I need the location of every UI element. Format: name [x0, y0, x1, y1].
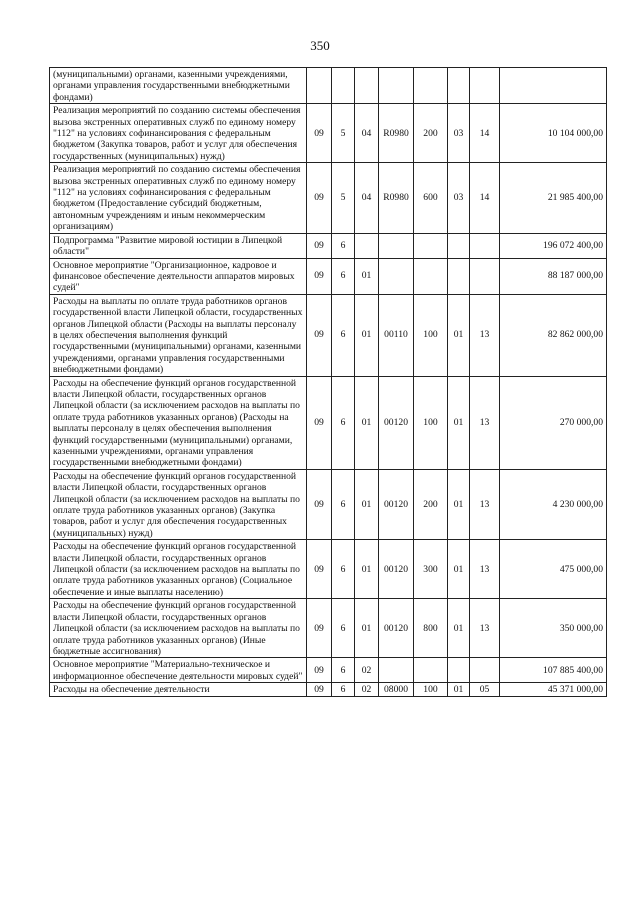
row-description: Расходы на обеспечение функций органов государственной власти Липецкой области, государственных органов Липецкой области (за исключением расходов на выплаты по оплате труда работников указанных органов) (Расходы на выплаты персоналу в целях обеспечения выполнения функций государственными (муниципальными) органами, казенными учреждениями, органами управления государственными внебюджетными фондами) — [50, 376, 307, 469]
code-program: 09 — [307, 683, 332, 696]
code-subsection — [470, 68, 500, 104]
row-description: Основное мероприятие "Организационное, кадровое и финансовое обеспечение деятельности аппаратов мировых судей" — [50, 258, 307, 294]
code-activity: 02 — [355, 658, 379, 683]
code-program: 09 — [307, 104, 332, 163]
code-section: 01 — [448, 599, 470, 658]
code-program — [307, 68, 332, 104]
code-expense-type: 200 — [414, 104, 448, 163]
budget-table — [49, 67, 607, 697]
row-amount: 45 371 000,00 — [500, 683, 607, 696]
table-row — [50, 104, 607, 163]
code-program: 09 — [307, 294, 332, 376]
code-activity: 02 — [355, 683, 379, 696]
page-number: 350 — [310, 38, 330, 53]
table-row — [50, 68, 607, 104]
code-activity: 01 — [355, 294, 379, 376]
code-expense-type: 800 — [414, 599, 448, 658]
code-program: 09 — [307, 258, 332, 294]
code-direction — [379, 68, 414, 104]
code-activity — [355, 233, 379, 258]
table-row — [50, 683, 607, 696]
row-description: Реализация мероприятий по созданию системы обеспечения вызова экстренных оперативных служб по единому номеру "112" на условиях софинансирования с федеральным бюджетом (Закупка товаров, работ и услуг для обеспечения государственных (муниципальных) нужд) — [50, 104, 307, 163]
budget-table-body — [50, 68, 607, 697]
code-subprogram: 6 — [332, 469, 355, 539]
row-amount: 350 000,00 — [500, 599, 607, 658]
code-section — [448, 658, 470, 683]
code-activity: 01 — [355, 469, 379, 539]
code-section — [448, 258, 470, 294]
code-direction — [379, 233, 414, 258]
code-subprogram: 6 — [332, 233, 355, 258]
code-section: 01 — [448, 469, 470, 539]
code-expense-type — [414, 68, 448, 104]
code-expense-type: 200 — [414, 469, 448, 539]
row-amount — [500, 68, 607, 104]
code-expense-type: 300 — [414, 540, 448, 599]
code-section: 03 — [448, 104, 470, 163]
code-subprogram: 6 — [332, 258, 355, 294]
row-description: Расходы на обеспечение функций органов государственной власти Липецкой области, государственных органов Липецкой области (за исключением расходов на выплаты по оплате труда работников указанных органов) (Иные бюджетные ассигнования) — [50, 599, 307, 658]
code-direction: 00120 — [379, 376, 414, 469]
code-activity: 01 — [355, 376, 379, 469]
code-expense-type: 100 — [414, 683, 448, 696]
table-row — [50, 469, 607, 539]
code-subsection: 13 — [470, 376, 500, 469]
code-direction: 00120 — [379, 599, 414, 658]
code-subsection: 13 — [470, 599, 500, 658]
code-direction — [379, 658, 414, 683]
table-row — [50, 376, 607, 469]
row-amount: 21 985 400,00 — [500, 163, 607, 233]
code-subsection: 14 — [470, 163, 500, 233]
code-subsection: 13 — [470, 294, 500, 376]
code-subprogram: 6 — [332, 540, 355, 599]
code-subsection — [470, 658, 500, 683]
code-direction: R0980 — [379, 104, 414, 163]
code-expense-type — [414, 233, 448, 258]
row-description: Расходы на обеспечение функций органов государственной власти Липецкой области, государственных органов Липецкой области (за исключением расходов на выплаты по оплате труда работников указанных органов) (Закупка товаров, работ и услуг для обеспечения государственных (муниципальных) нужд) — [50, 469, 307, 539]
code-expense-type: 100 — [414, 376, 448, 469]
table-row — [50, 233, 607, 258]
table-row — [50, 258, 607, 294]
row-description: Расходы на обеспечение функций органов государственной власти Липецкой области, государственных органов Липецкой области (за исключением расходов на выплаты по оплате труда работников указанных органов) (Социальное обеспечение и иные выплаты населению) — [50, 540, 307, 599]
code-activity: 04 — [355, 163, 379, 233]
row-amount: 107 885 400,00 — [500, 658, 607, 683]
code-subprogram: 5 — [332, 163, 355, 233]
code-section: 01 — [448, 376, 470, 469]
code-expense-type — [414, 258, 448, 294]
code-section: 01 — [448, 540, 470, 599]
code-subsection — [470, 233, 500, 258]
code-subprogram: 6 — [332, 683, 355, 696]
row-description: Расходы на выплаты по оплате труда работников органов государственной власти Липецкой области, государственных органов Липецкой области (Расходы на выплаты персоналу в целях обеспечения выполнения функций государственными (муниципальными) органами, казенными учреждениями, органами управления государственными внебюджетными фондами) — [50, 294, 307, 376]
code-direction: 08000 — [379, 683, 414, 696]
code-direction: 00110 — [379, 294, 414, 376]
code-program: 09 — [307, 469, 332, 539]
row-amount: 475 000,00 — [500, 540, 607, 599]
code-activity: 01 — [355, 599, 379, 658]
code-subsection: 13 — [470, 540, 500, 599]
row-description: Реализация мероприятий по созданию системы обеспечения вызова экстренных оперативных служб по единому номеру "112" на условиях софинансирования с федеральным бюджетом (Предоставление субсидий бюджетным, автономным учреждениям и иным некоммерческим организациям) — [50, 163, 307, 233]
code-expense-type — [414, 658, 448, 683]
code-subprogram: 6 — [332, 599, 355, 658]
code-subprogram: 6 — [332, 294, 355, 376]
code-direction: 00120 — [379, 540, 414, 599]
code-subsection: 05 — [470, 683, 500, 696]
code-program: 09 — [307, 599, 332, 658]
row-description: Подпрограмма "Развитие мировой юстиции в Липецкой области" — [50, 233, 307, 258]
code-direction: 00120 — [379, 469, 414, 539]
code-direction — [379, 258, 414, 294]
code-section: 01 — [448, 294, 470, 376]
code-program: 09 — [307, 233, 332, 258]
code-subprogram: 5 — [332, 104, 355, 163]
code-subsection — [470, 258, 500, 294]
code-section: 03 — [448, 163, 470, 233]
row-amount: 270 000,00 — [500, 376, 607, 469]
code-section — [448, 233, 470, 258]
code-section — [448, 68, 470, 104]
row-amount: 82 862 000,00 — [500, 294, 607, 376]
code-expense-type: 600 — [414, 163, 448, 233]
row-amount: 88 187 000,00 — [500, 258, 607, 294]
code-subsection: 13 — [470, 469, 500, 539]
table-row — [50, 599, 607, 658]
code-activity: 04 — [355, 104, 379, 163]
row-amount: 10 104 000,00 — [500, 104, 607, 163]
row-description: Основное мероприятие "Материально-техническое и информационное обеспечение деятельности мировых судей" — [50, 658, 307, 683]
code-program: 09 — [307, 658, 332, 683]
code-expense-type: 100 — [414, 294, 448, 376]
code-subsection: 14 — [470, 104, 500, 163]
code-subprogram — [332, 68, 355, 104]
row-description: Расходы на обеспечение деятельности — [50, 683, 307, 696]
code-subprogram: 6 — [332, 658, 355, 683]
table-row — [50, 294, 607, 376]
code-section: 01 — [448, 683, 470, 696]
code-activity: 01 — [355, 540, 379, 599]
table-row — [50, 540, 607, 599]
code-subprogram: 6 — [332, 376, 355, 469]
code-program: 09 — [307, 540, 332, 599]
code-activity — [355, 68, 379, 104]
table-row — [50, 658, 607, 683]
row-amount: 4 230 000,00 — [500, 469, 607, 539]
code-program: 09 — [307, 376, 332, 469]
table-row — [50, 163, 607, 233]
row-description: (муниципальными) органами, казенными учреждениями, органами управления государственными внебюджетными фондами) — [50, 68, 307, 104]
code-activity: 01 — [355, 258, 379, 294]
code-program: 09 — [307, 163, 332, 233]
code-direction: R0980 — [379, 163, 414, 233]
row-amount: 196 072 400,00 — [500, 233, 607, 258]
